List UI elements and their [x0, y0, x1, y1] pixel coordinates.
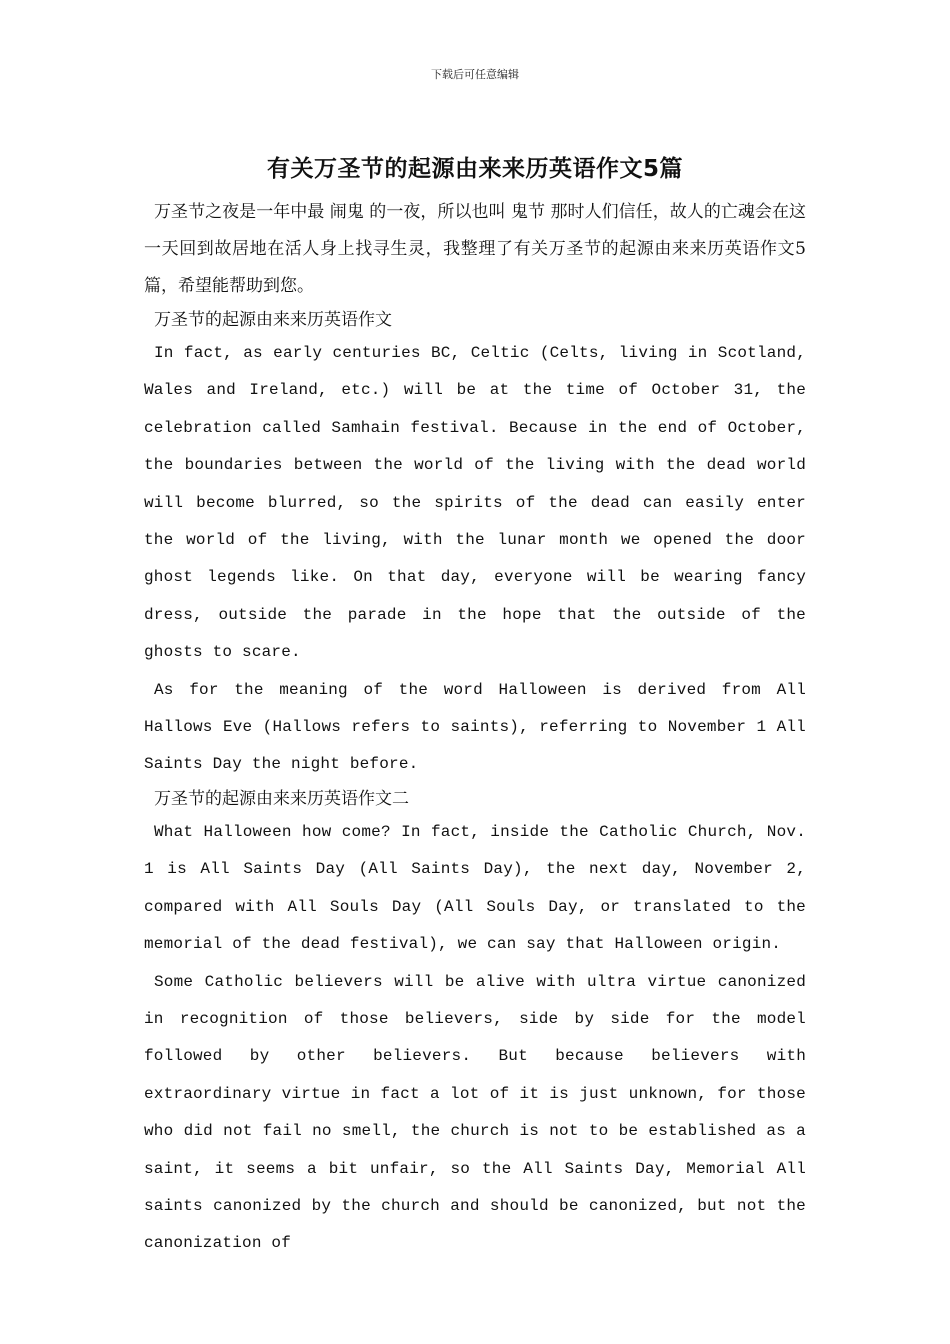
section-2-paragraph-1: What Halloween how come? In fact, inside the Catholic Church, Nov. 1 is All Saints Day (All Saints Day), the next day, November 2, compared with All Souls Day (All Souls Day, or translated to the memorial of the dead festival), we can say that Halloween origin.	[144, 822, 806, 954]
section-1-paragraph-2: As for the meaning of the word Halloween is derived from All Hallows Eve (Hallows refers to saints), referring to November 1 All Saints Day the night before.	[144, 680, 806, 774]
section-2-heading: 万圣节的起源由来来历英语作文二	[154, 788, 409, 809]
section-1-paragraph-1: In fact, as early centuries BC, Celtic (Celts, living in Scotland, Wales and Ireland, etc.) will be at the time of October 31, the celebration called Samhain festival. Because in the end of October, the boundaries between the world of the living with the dead world will become blurred, so the spirits of the dead can easily enter the world of the living, with the lunar month we opened the door ghost legends like. On that day, everyone will be wearing fancy dress, outside the parade in the hope that the outside of the ghosts to scare.	[144, 344, 806, 662]
section-2-paragraph-2: Some Catholic believers will be alive with ultra virtue canonized in recognition of those believers, side by side for the model followed by other believers. But because believers with extraordinary virtue in fact a lot of it is just unknown, for those who did not fail no smell, the church is not to be established as a saint, it seems a bit unfair, so the All Saints Day, Memorial All saints canonized by the church and should be canonized, but not the canonization of	[144, 972, 806, 1253]
header-note: 下载后可任意编辑	[431, 68, 519, 81]
document-title: 有关万圣节的起源由来来历英语作文5篇	[266, 156, 683, 182]
document-body	[144, 194, 806, 1263]
section-1-heading: 万圣节的起源由来来历英语作文	[154, 310, 392, 330]
intro-paragraph: 万圣节之夜是一年中最 闹鬼 的一夜，所以也叫 鬼节 那时人们信任，故人的亡魂会在这一天回到故居地在活人身上找寻生灵，我整理了有关万圣节的起源由来来历英语作文5篇，希望能帮助到您。	[144, 202, 806, 296]
